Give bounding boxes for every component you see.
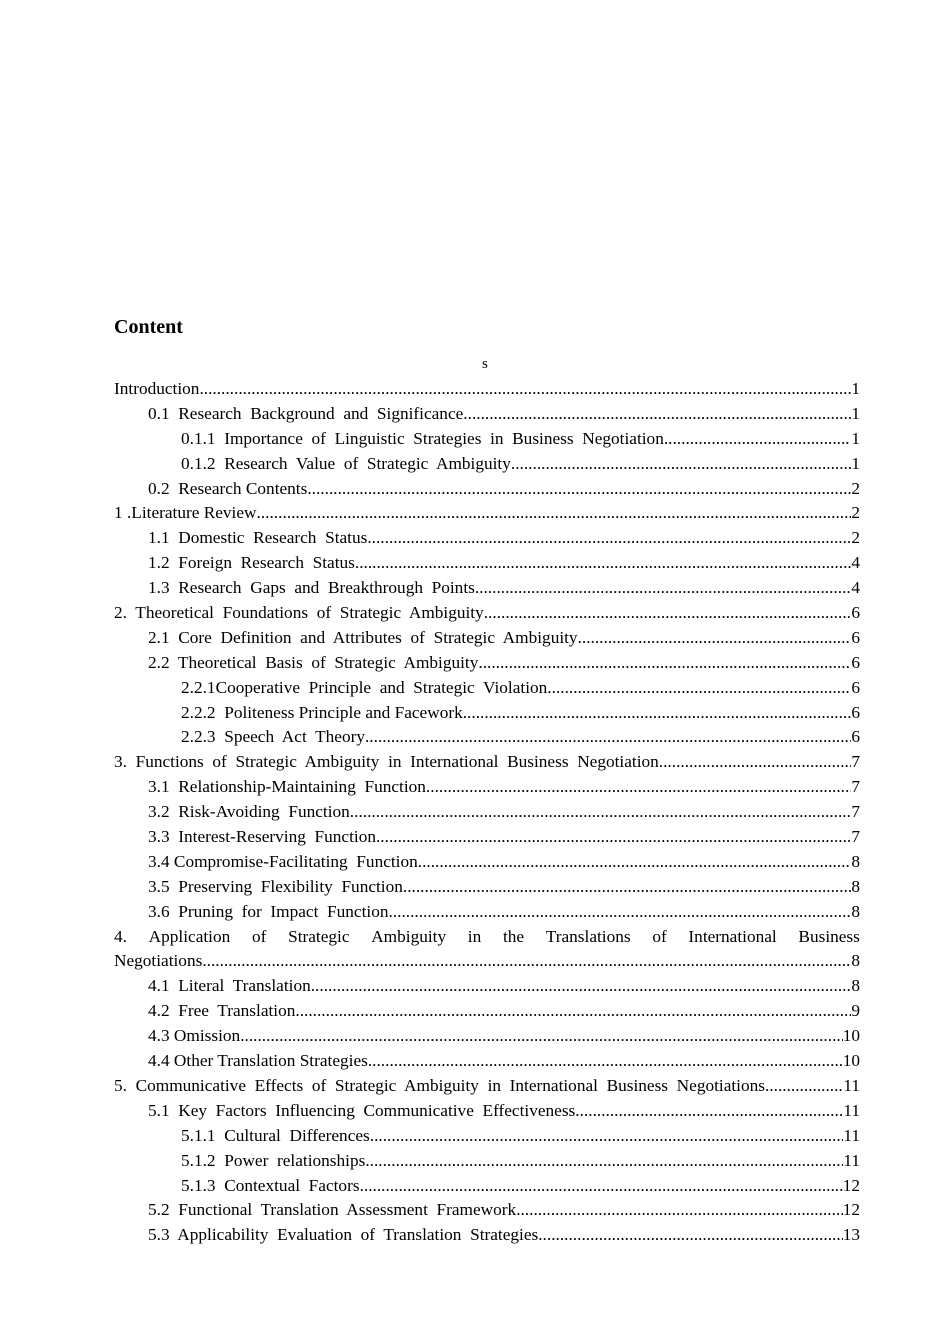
- toc-entry[interactable]: [114, 850, 860, 875]
- toc-entry-title: 0.1.1 Importance of Linguistic Strategies in Business Negotiation: [181, 428, 664, 448]
- toc-page-number: 7: [851, 777, 860, 797]
- toc-entry[interactable]: [114, 1174, 860, 1199]
- toc-leader-dots: [659, 750, 852, 775]
- toc-leader-dots: [403, 875, 851, 900]
- toc-leader-dots: [295, 999, 851, 1024]
- toc-word: of: [652, 926, 667, 946]
- toc-word: 4.: [114, 926, 127, 946]
- toc-entry-title: 2.2.1Cooperative Principle and Strategic Violation: [181, 677, 548, 697]
- toc-leader-dots: [257, 501, 852, 526]
- toc-entry[interactable]: [114, 1124, 860, 1149]
- toc-leader-dots: [418, 850, 852, 875]
- toc-word: Application: [148, 926, 231, 946]
- toc-page-number: 2: [851, 478, 860, 498]
- toc-entry[interactable]: [114, 1099, 860, 1124]
- toc-page-number: 6: [851, 652, 860, 672]
- toc-entry-title: 2.1 Core Definition and Attributes of Strategic Ambiguity: [148, 627, 578, 647]
- toc-entry-title: 1.3 Research Gaps and Breakthrough Points: [148, 578, 475, 598]
- toc-leader-dots: [365, 725, 851, 750]
- toc-entry[interactable]: [114, 825, 860, 850]
- toc-entry-title: 5. Communicative Effects of Strategic Ambiguity in International Business Negotiations: [114, 1075, 765, 1095]
- toc-leader-dots: [240, 1024, 843, 1049]
- toc-entry[interactable]: [114, 576, 860, 601]
- toc-page-number: 1: [851, 379, 860, 398]
- toc-entry[interactable]: [114, 1074, 860, 1099]
- toc-page-number: 8: [851, 951, 860, 971]
- toc-page-number: 1: [851, 428, 860, 448]
- toc-entry[interactable]: [114, 477, 860, 502]
- toc-word: in: [467, 926, 482, 946]
- toc-entry[interactable]: [114, 1223, 860, 1248]
- toc-entry[interactable]: [114, 427, 860, 452]
- toc-entry-title: 3.1 Relationship-Maintaining Function: [148, 777, 426, 797]
- stray-character: s: [482, 356, 488, 372]
- toc-entry[interactable]: [114, 377, 860, 402]
- toc-entry-title: 3.3 Interest-Reserving Function: [148, 827, 376, 847]
- toc-entry-title: 1.1 Domestic Research Status: [148, 528, 368, 548]
- toc-entry-title: 5.1.3 Contextual Factors: [181, 1175, 360, 1195]
- toc-page-number: 8: [851, 851, 860, 871]
- toc-leader-dots: [765, 1074, 843, 1099]
- toc-word: of: [251, 926, 267, 946]
- toc-leader-dots: [463, 701, 852, 726]
- toc-page-number: 8: [851, 976, 860, 996]
- toc-leader-dots: [311, 974, 852, 999]
- toc-entry[interactable]: [114, 402, 860, 427]
- toc-leader-dots: [365, 1149, 843, 1174]
- toc-word: Strategic: [288, 926, 350, 946]
- toc-leader-dots: [463, 402, 851, 427]
- toc-entry[interactable]: [114, 526, 860, 551]
- toc-page-number: 6: [851, 702, 860, 722]
- toc-entry[interactable]: [114, 1024, 860, 1049]
- toc-leader-dots: [575, 1099, 843, 1124]
- toc-page-number: 11: [843, 1100, 860, 1120]
- toc-leader-dots: [388, 900, 851, 925]
- toc-entry[interactable]: [114, 999, 860, 1024]
- toc-leader-dots: [355, 551, 851, 576]
- toc-entry[interactable]: [114, 800, 860, 825]
- toc-leader-dots: [350, 800, 852, 825]
- toc-entry-title: 5.2 Functional Translation Assessment Framework: [148, 1200, 517, 1220]
- toc-entry-wrapped-line[interactable]: [114, 925, 860, 950]
- toc-leader-dots: [478, 651, 851, 676]
- toc-page-number: 9: [851, 1001, 860, 1021]
- toc-page-number: 12: [842, 1200, 860, 1220]
- toc-entry-title: 5.1.2 Power relationships: [181, 1150, 366, 1170]
- toc-entry-title: 3. Functions of Strategic Ambiguity in International Business Negotiation: [114, 752, 659, 772]
- toc-entry-title: 5.1.1 Cultural Differences: [181, 1125, 370, 1145]
- toc-entry[interactable]: [114, 452, 860, 477]
- toc-entry[interactable]: [114, 676, 860, 701]
- toc-leader-dots: [426, 775, 851, 800]
- toc-entry[interactable]: [114, 725, 860, 750]
- toc-leader-dots: [484, 601, 852, 626]
- toc-page-number: 8: [851, 901, 860, 921]
- toc-leader-dots: [367, 526, 851, 551]
- toc-page-number: 11: [843, 1150, 860, 1170]
- toc-leader-dots: [368, 1049, 843, 1074]
- toc-leader-dots: [307, 477, 851, 502]
- toc-entry[interactable]: [114, 949, 860, 974]
- toc-leader-dots: [538, 1223, 842, 1248]
- toc-page-number: 12: [842, 1175, 860, 1195]
- toc-page-number: 7: [851, 802, 860, 822]
- toc-page-number: 13: [842, 1225, 860, 1245]
- toc-entry-title: 3.2 Risk-Avoiding Function: [148, 802, 350, 822]
- toc-leader-dots: [578, 626, 852, 651]
- toc-page-number: 6: [851, 603, 860, 623]
- toc-leader-dots: [370, 1124, 844, 1149]
- toc-entry-title: 4.1 Literal Translation: [148, 976, 311, 996]
- toc-page-number: 4: [851, 553, 860, 573]
- toc-entry[interactable]: [114, 775, 860, 800]
- toc-entry-title: 2. Theoretical Foundations of Strategic Ambiguity: [114, 603, 484, 623]
- toc-page-number: 10: [842, 1026, 860, 1046]
- toc-page-number: 7: [851, 827, 860, 847]
- toc-leader-dots: [547, 676, 851, 701]
- toc-entry[interactable]: [114, 701, 860, 726]
- toc-page-number: 6: [851, 677, 860, 697]
- table-of-contents: [114, 377, 860, 1248]
- toc-page-number: 1: [851, 403, 860, 423]
- toc-entry-title: 3.4 Compromise-Facilitating Function: [148, 851, 418, 871]
- toc-entry-title: 2.2.3 Speech Act Theory: [181, 727, 365, 747]
- toc-entry[interactable]: [114, 501, 860, 526]
- toc-entry[interactable]: [114, 974, 860, 999]
- toc-entry[interactable]: [114, 900, 860, 925]
- toc-entry[interactable]: [114, 750, 860, 775]
- toc-leader-dots: [475, 576, 852, 601]
- toc-entry-title: 0.1.2 Research Value of Strategic Ambiguity: [181, 453, 511, 473]
- toc-leader-dots: [199, 377, 851, 402]
- toc-entry-title: 4.4 Other Translation Strategies: [148, 1051, 368, 1071]
- toc-page-number: 2: [851, 503, 860, 523]
- toc-page-number: 11: [843, 1075, 860, 1095]
- page-title: Content: [114, 316, 183, 338]
- toc-leader-dots: [664, 427, 852, 452]
- toc-entry-title: 0.1 Research Background and Significance: [148, 403, 464, 423]
- toc-page-number: 2: [851, 528, 860, 548]
- toc-entry-title: Negotiations: [114, 951, 203, 971]
- toc-entry-title: 3.5 Preserving Flexibility Function: [148, 876, 403, 896]
- toc-word: the: [502, 926, 525, 946]
- toc-entry-title: 4.3 Omission: [148, 1026, 241, 1046]
- toc-entry[interactable]: [114, 626, 860, 651]
- toc-entry-title: 3.6 Pruning for Impact Function: [148, 901, 389, 921]
- toc-page-number: 1: [851, 453, 860, 473]
- toc-entry-title: 5.3 Applicability Evaluation of Translation Strategies: [148, 1225, 539, 1245]
- toc-leader-dots: [511, 452, 851, 477]
- toc-entry-title: 0.2 Research Contents: [148, 478, 308, 498]
- toc-entry-title: 1 .Literature Review: [114, 503, 257, 523]
- toc-leader-dots: [360, 1174, 843, 1199]
- toc-entry[interactable]: [114, 1049, 860, 1074]
- toc-page-number: 8: [851, 876, 860, 896]
- toc-page-number: 6: [851, 727, 860, 747]
- toc-entry[interactable]: [114, 1149, 860, 1174]
- toc-entry-title: 2.2 Theoretical Basis of Strategic Ambiguity: [148, 652, 479, 672]
- toc-entry-title: Introduction: [114, 379, 200, 398]
- toc-entry[interactable]: [114, 651, 860, 676]
- toc-entry-title: 4.2 Free Translation: [148, 1001, 296, 1021]
- toc-entry-title: 5.1 Key Factors Influencing Communicative Effectiveness: [148, 1100, 576, 1120]
- toc-entry[interactable]: [114, 601, 860, 626]
- toc-entry[interactable]: [114, 1198, 860, 1223]
- toc-entry-title: 1.2 Foreign Research Status: [148, 553, 355, 573]
- toc-entry[interactable]: [114, 551, 860, 576]
- toc-leader-dots: [376, 825, 851, 850]
- toc-word: Business: [798, 926, 860, 946]
- toc-word: Translations: [545, 926, 631, 946]
- toc-leader-dots: [202, 949, 851, 974]
- toc-word: Ambiguity: [371, 926, 447, 946]
- toc-word: International: [688, 926, 777, 946]
- toc-entry-title: 2.2.2 Politeness Principle and Facework: [181, 702, 463, 722]
- toc-page-number: 10: [842, 1051, 860, 1071]
- toc-page-number: 7: [851, 752, 860, 772]
- toc-page-number: 11: [843, 1125, 860, 1145]
- toc-page-number: 4: [851, 578, 860, 598]
- toc-entry[interactable]: [114, 875, 860, 900]
- toc-leader-dots: [516, 1198, 843, 1223]
- toc-page-number: 6: [851, 627, 860, 647]
